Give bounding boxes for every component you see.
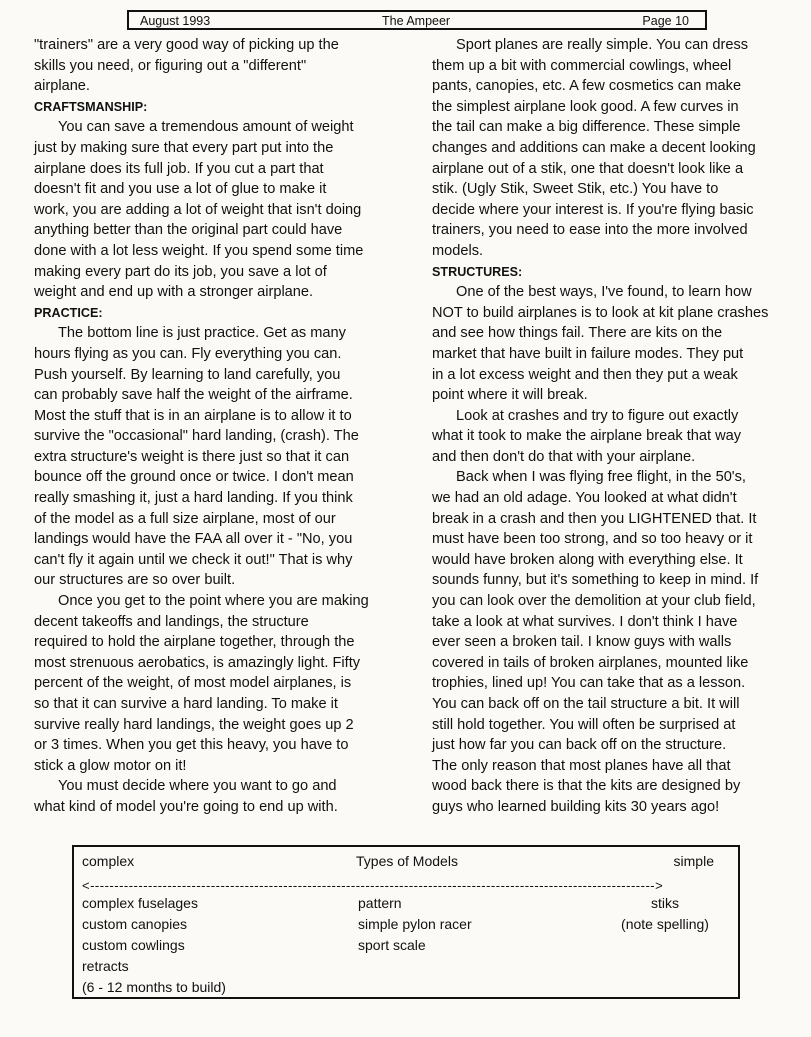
text-line: the tail can make a big difference. These simple — [432, 119, 741, 136]
text-line: airplane out of a stik, one that doesn't look like a — [432, 160, 744, 177]
text-line: so that it can survive a hard landing. To make it — [34, 696, 338, 712]
complex-model-item: custom cowlings — [82, 937, 185, 953]
middle-model-item: pattern — [358, 895, 402, 911]
text-line: we had an old adage. You looked at what didn't — [432, 490, 737, 507]
text-line: extra structure's weight is there just so that it can — [34, 448, 350, 465]
text-line: weight and end up with a stronger airplane. — [34, 284, 314, 301]
paragraph — [432, 35, 802, 262]
text-line: percent of the weight, of most model airplanes, is — [34, 675, 352, 692]
text-line: covered in tails of broken airplanes, mounted like — [432, 654, 749, 671]
text-line: of the model as a full size airplane, most of our — [34, 510, 336, 527]
text-line: airplane. — [34, 78, 90, 95]
table-title: Types of Models — [356, 853, 458, 869]
middle-model-item: simple pylon racer — [358, 916, 472, 932]
complex-label: complex — [82, 853, 135, 869]
text-line: changes and additions can make a decent looking — [432, 139, 756, 156]
left-column — [34, 35, 404, 818]
text-line: in a lot excess weight and then they put a weak — [432, 366, 738, 383]
text-line: Most the stuff that is in an airplane is to allow it to — [34, 407, 352, 424]
paragraph — [34, 35, 404, 97]
text-line: NOT to build airplanes is to look at kit plane crashes — [432, 304, 769, 321]
text-line: survive the "occasional" hard landing, (crash). The — [34, 428, 359, 445]
text-line: decide where your interest is. If you're flying basic — [432, 201, 754, 218]
text-line: making every part do its job, you save a lot of — [34, 263, 327, 280]
text-line: landings would have the FAA all over it - "No, you — [34, 531, 353, 548]
text-line: You can save a tremendous amount of weight — [58, 119, 354, 136]
text-line: must have been too strong, and so too heavy or it — [432, 531, 753, 548]
text-line: what it took to make the airplane break that way — [432, 428, 742, 445]
spectrum-arrow: <---------------------------------------------------------------------------------------------------------------------> — [82, 878, 664, 893]
simple-model-item: stiks — [651, 895, 679, 911]
section-heading: CRAFTSMANSHIP: — [34, 99, 148, 114]
text-line: and then don't do that with your airplane. — [432, 448, 696, 465]
text-line: decent takeoffs and landings, the structure — [34, 613, 309, 630]
text-line: just by making sure that every part put into the — [34, 139, 334, 156]
text-line: the simplest airplane look good. A few curves in — [432, 98, 739, 115]
paragraph — [34, 776, 404, 817]
text-line: can probably save half the weight of the airframe. — [34, 387, 353, 404]
text-line: really smashing it, just a hard landing. If you think — [34, 490, 353, 507]
text-line: sounds funny, but it's something to keep in mind. If — [432, 572, 759, 589]
complex-models-list — [82, 893, 226, 998]
paragraph — [34, 591, 404, 776]
complex-model-item: (6 - 12 months to build) — [82, 979, 226, 995]
text-line: can't fly it again until we check it out!" That is why — [34, 551, 353, 568]
text-line: trophies, lined up! You can take that as a lesson. — [432, 675, 746, 692]
text-line: skills you need, or figuring out a "different" — [34, 57, 307, 74]
text-line: you can look over the demolition at your club field, — [432, 593, 756, 610]
page-header — [127, 10, 707, 30]
header-date: August 1993 — [140, 14, 211, 28]
text-line: trainers, you need to ease into the more involved — [432, 222, 748, 239]
section-heading: PRACTICE: — [34, 305, 103, 320]
text-line: The only reason that most planes have all that — [432, 757, 731, 774]
text-line: stik. (Ugly Stik, Sweet Stik, etc.) You have to — [432, 181, 719, 198]
text-line: Look at crashes and try to figure out exactly — [456, 407, 739, 424]
text-line: Push yourself. By learning to land carefully, you — [34, 366, 341, 383]
text-line: survive really hard landings, the weight goes up 2 — [34, 716, 354, 733]
types-of-models-table — [72, 845, 740, 999]
simple-model-item: (note spelling) — [621, 916, 709, 932]
text-line: Sport planes are really simple. You can dress — [456, 37, 749, 53]
paragraph — [432, 282, 802, 406]
text-line: take a look at what survives. I don't think I have — [432, 613, 738, 630]
paragraph — [432, 467, 802, 817]
text-line: hours flying as you can. Fly everything you can. — [34, 345, 342, 362]
text-line: work, you are adding a lot of weight that isn't doing — [34, 201, 362, 218]
text-line: what kind of model you're going to end up with. — [34, 798, 338, 815]
text-line: point where it will break. — [432, 387, 588, 404]
text-line: wood back there is that the kits are designed by — [432, 778, 741, 795]
text-line: Once you get to the point where you are making — [58, 593, 369, 610]
text-line: bounce off the ground once or twice. I don't mean — [34, 469, 354, 486]
text-line: still hold together. You will often be surprised at — [432, 716, 736, 733]
text-line: and see how things fail. There are kits on the — [432, 325, 723, 342]
text-line: doesn't fit and you use a lot of glue to make it — [34, 181, 327, 198]
text-line: would have broken along with everything else. It — [432, 551, 743, 568]
text-line: break in a crash and then you LIGHTENED that. It — [432, 510, 757, 527]
text-line: done with a lot less weight. If you spend some time — [34, 242, 364, 259]
text-line: anything better than the original part could have — [34, 222, 343, 239]
header-title: The Ampeer — [382, 14, 451, 28]
section-heading: STRUCTURES: — [432, 264, 523, 279]
text-line: ever seen a broken tail. I know guys with walls — [432, 634, 732, 651]
text-line: "trainers" are a very good way of picking up the — [34, 37, 339, 53]
paragraph — [34, 323, 404, 591]
text-line: Back when I was flying free flight, in the 50's, — [456, 469, 746, 486]
middle-models-list — [358, 893, 472, 956]
text-line: our structures are so over built. — [34, 572, 236, 589]
header-page-number: Page 10 — [642, 14, 689, 28]
text-line: most strenuous aerobatics, is amazingly light. Fifty — [34, 654, 361, 671]
text-line: You can back off on the tail structure a bit. It will — [432, 696, 740, 712]
complex-model-item: custom canopies — [82, 916, 188, 932]
simple-models-list — [600, 893, 730, 935]
text-line: The bottom line is just practice. Get as many — [58, 325, 346, 342]
paragraph — [432, 406, 802, 468]
text-line: stick a glow motor on it! — [34, 757, 187, 774]
text-line: or 3 times. When you get this heavy, you have to — [34, 737, 349, 754]
text-line: pants, canopies, etc. A few cosmetics can make — [432, 78, 742, 95]
paragraph — [34, 117, 404, 302]
complex-model-item: retracts — [82, 958, 129, 974]
complex-model-item: complex fuselages — [82, 895, 198, 911]
middle-model-item: sport scale — [358, 937, 426, 953]
text-line: them up a bit with commercial cowlings, wheel — [432, 57, 732, 74]
text-line: One of the best ways, I've found, to learn how — [456, 284, 752, 301]
text-line: just how far you can back off on the structure. — [432, 737, 727, 754]
text-line: You must decide where you want to go and — [58, 778, 337, 795]
text-line: airplane does its full job. If you cut a part that — [34, 160, 324, 177]
text-line: guys who learned building kits 30 years ago! — [432, 798, 720, 815]
text-line: market that have built in failure modes. They put — [432, 345, 744, 362]
right-column — [432, 35, 802, 818]
text-line: required to hold the airplane together, through the — [34, 634, 355, 651]
simple-label: simple — [673, 853, 714, 869]
text-line: models. — [432, 242, 484, 259]
